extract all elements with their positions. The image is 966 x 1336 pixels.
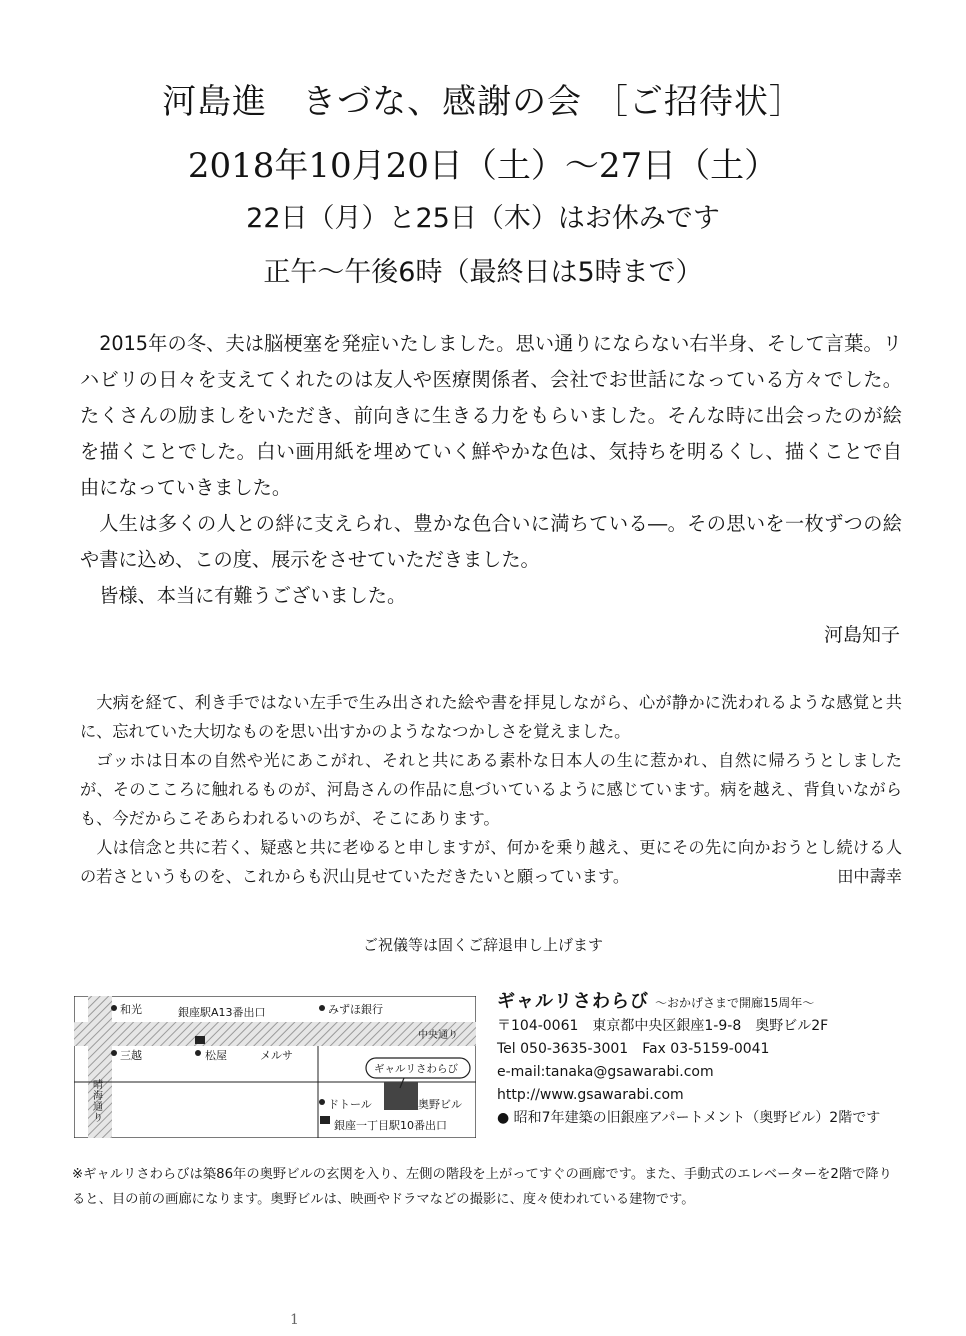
message-from-gallery bbox=[80, 688, 902, 891]
gift-decline-note: ご祝儀等は固くご辞退申し上げます bbox=[362, 936, 603, 954]
message1-paragraph: 皆様、本当に有難うございました。 bbox=[99, 584, 407, 607]
gallery-name: ギャルリさわらび bbox=[497, 991, 649, 1012]
map-label-mizuho: みずほ銀行 bbox=[328, 1003, 383, 1016]
map-label-harumi-dori: 晴海通り bbox=[93, 1080, 103, 1124]
gallery-info bbox=[497, 990, 917, 1130]
message2-paragraph: 大病を経て、利き手ではない左手で生み出された絵や書を拝見しながら、心が静かに洗われるような感覚と共に、忘れていた大切なものを思い出すかのようななつかしさを覚えました。 bbox=[80, 693, 902, 741]
message1-paragraph: 人生は多くの人との絆に支えられ、豊かな色合いに満ちている―。その思いを一枚ずつの絵や書に込め、この度、展示をさせていただきました。 bbox=[80, 512, 902, 571]
subway-mark-a13 bbox=[195, 1036, 205, 1044]
message2-paragraph: 人は信念と共に若く、疑惑と共に老ゆると申しますが、何かを乗り越え、更にその先に向かおうとし続ける人の若さというものを、これからも沢山見せていただきたいと願っています。 田中壽幸 bbox=[80, 833, 902, 891]
gallery-building-note: ● 昭和7年建築の旧銀座アパートメント（奥野ビル）2階です bbox=[497, 1110, 881, 1126]
signature-tomoko: 河島知子 bbox=[823, 624, 900, 646]
map-label-wako: 和光 bbox=[120, 1003, 142, 1016]
map-label-okuno: 奥野ビル bbox=[418, 1098, 462, 1111]
subway-mark-itchome bbox=[320, 1116, 330, 1124]
map-label-mitsukoshi: 三越 bbox=[120, 1049, 142, 1062]
message-from-wife bbox=[80, 326, 902, 614]
opening-hours: 正午～午後6時（最終日は5時まで） bbox=[263, 257, 703, 288]
gallery-url[interactable]: http://www.gsawarabi.com bbox=[497, 1087, 684, 1103]
map-label-gallery: ギャルリさわらび bbox=[374, 1063, 458, 1075]
map-label-ginza-itchome: 銀座一丁目駅10番出口 bbox=[334, 1119, 447, 1132]
map-label-matsuya: 松屋 bbox=[205, 1049, 227, 1062]
gallery-tagline: ～おかげさまで開廊15周年～ bbox=[655, 996, 815, 1010]
gallery-address: 〒104-0061 東京都中央区銀座1-9-8 奥野ビル2F bbox=[497, 1018, 829, 1034]
closed-days: 22日（月）と25日（木）はお休みです bbox=[246, 203, 720, 234]
chuo-dori-road bbox=[74, 1022, 476, 1046]
signature-tanaka: 田中壽幸 bbox=[837, 867, 902, 886]
event-dates: 2018年10月20日（土）～27日（土） bbox=[187, 146, 779, 186]
map-label-chuo-dori: 中央通り bbox=[418, 1030, 458, 1041]
page-margin-mark: 1 bbox=[290, 1312, 299, 1328]
message2-paragraph: ゴッホは日本の自然や光にあこがれ、それと共にある素朴な日本人の生に惹かれ、自然に帰ろうとしましたが、そのこころに触れるものが、河島さんの作品に息づいているように感じています。病を越え、背負いながらも、今だからこそあらわれるいのちが、そこにあります。 bbox=[80, 751, 902, 828]
invitation-title: 河島進 きづな、感謝の会 ［ご招待状］ bbox=[162, 82, 804, 122]
access-map bbox=[74, 996, 476, 1138]
gallery-phone: Tel 050-3635-3001 Fax 03-5159-0041 bbox=[497, 1041, 770, 1057]
map-label-exit-a13: 銀座駅A13番出口 bbox=[178, 1006, 266, 1019]
footnote: ※ギャルリさわらびは築86年の奥野ビルの玄関を入り、左側の階段を上がってすぐの画廊です。また、手動式のエレベーターを2階で降りると、目の前の画廊になります。奥野ビルは、映画やドラマなどの撮影に、度々使われている建物です。 bbox=[72, 1167, 892, 1207]
map-label-doutor: ドトール bbox=[328, 1098, 372, 1111]
map-label-melsa: メルサ bbox=[260, 1049, 293, 1062]
message1-paragraph: 2015年の冬、夫は脳梗塞を発症いたしました。思い通りにならない右半身、そして言葉。リハビリの日々を支えてくれたのは友人や医療関係者、会社でお世話になっている方々でした。たくさんの励ましをいただき、前向きに生きる力をもらいました。そんな時に出会ったのが絵を描くことでした。白い画用紙を埋めていく鮮やかな色は、気持ちを明るくし、描くことで自由になっていきました。 bbox=[80, 332, 902, 499]
gallery-email[interactable]: e-mail:tanaka@gsawarabi.com bbox=[497, 1064, 714, 1080]
